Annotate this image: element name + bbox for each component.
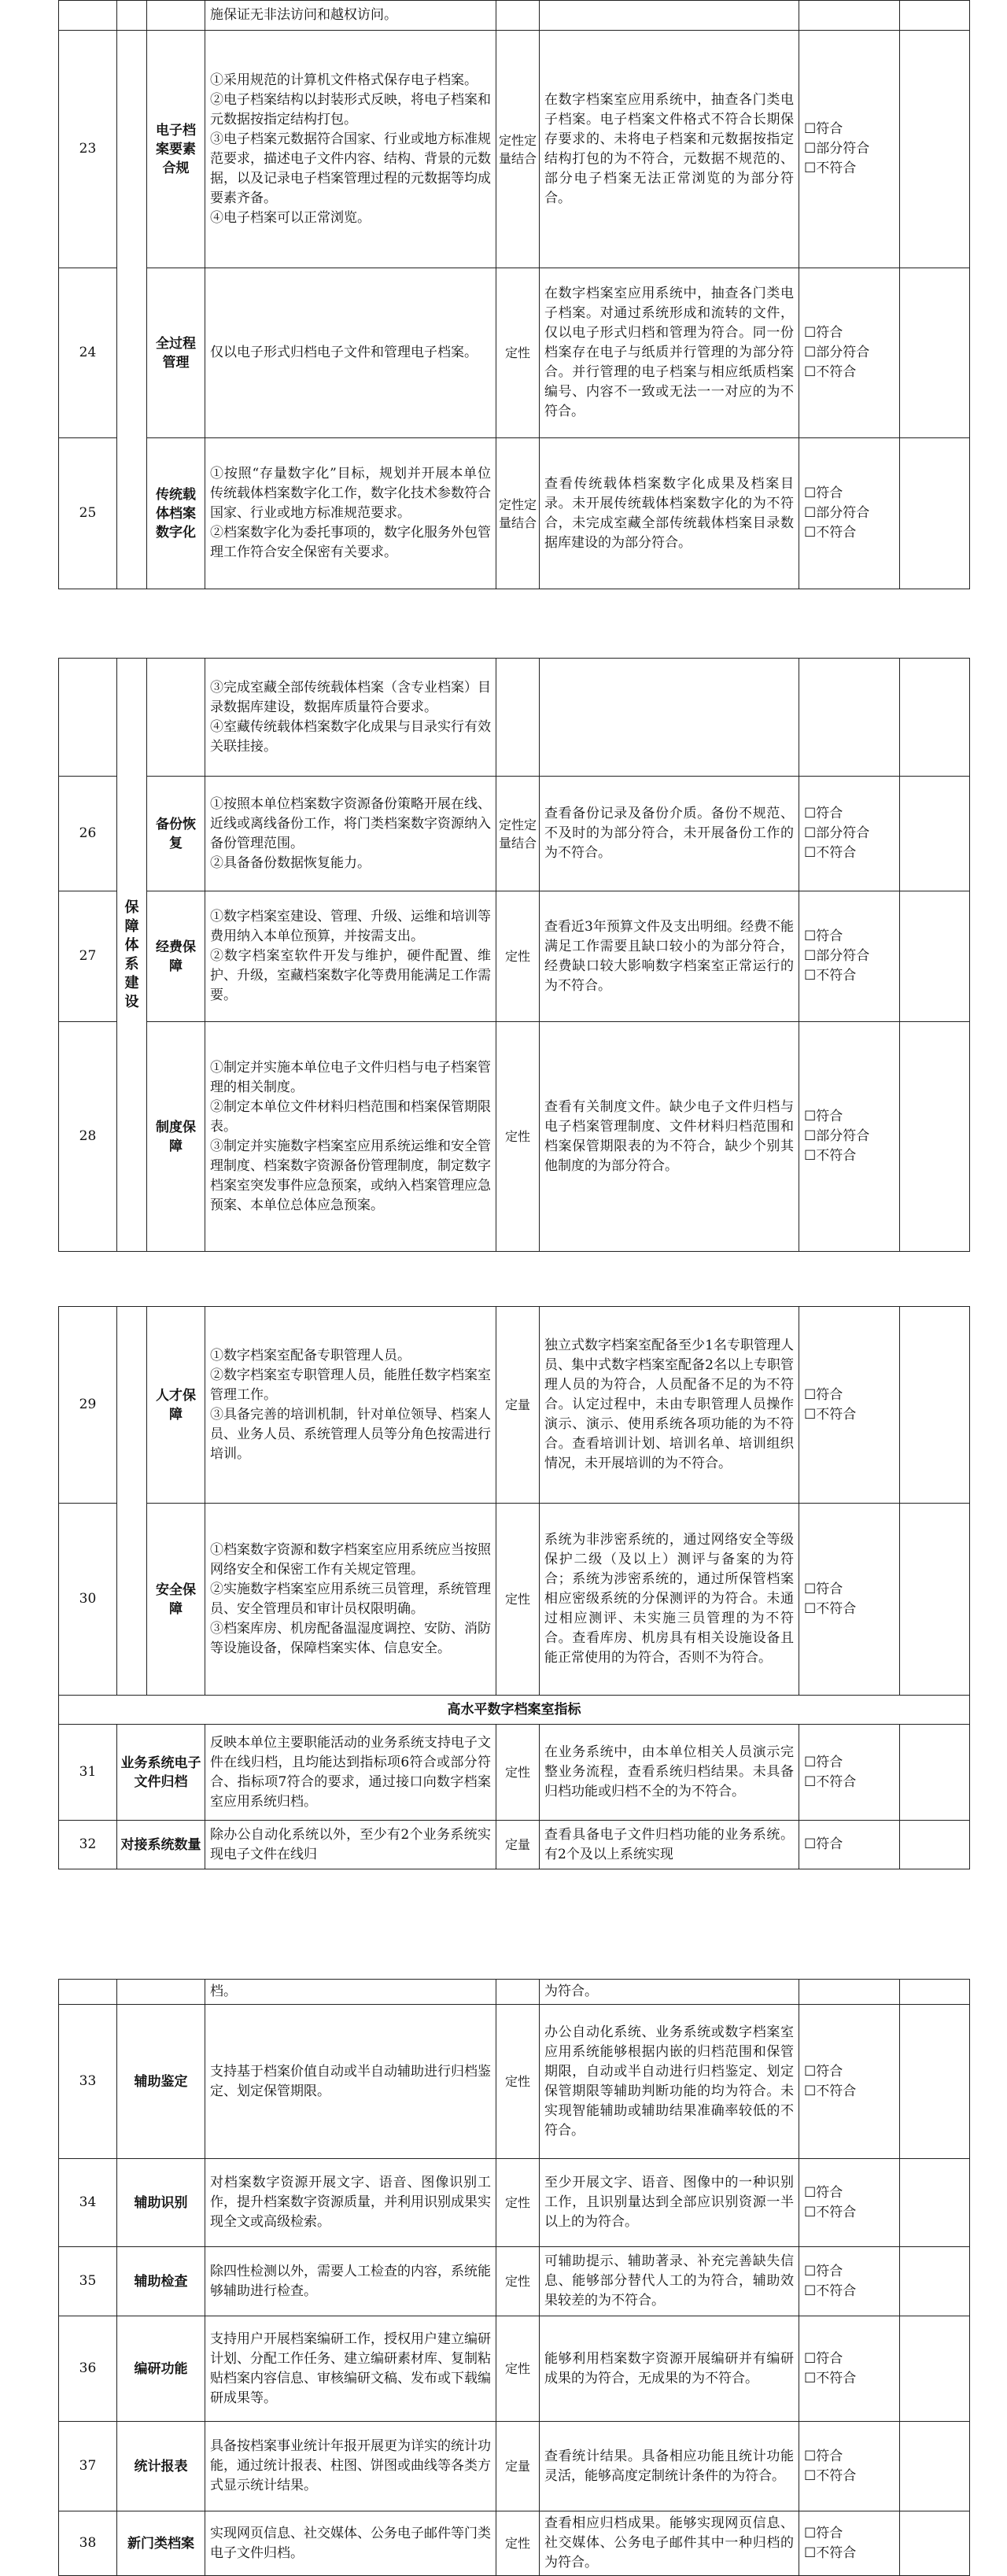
row-number: 36 [59,2316,117,2422]
evaluation-type: 定性 [496,2247,540,2316]
remarks [900,777,970,891]
checkbox-option[interactable]: ☐符合 [804,1386,843,1403]
result-options[interactable] [799,31,900,268]
row-number: 24 [59,268,117,438]
evaluation-method: 查看具备电子文件归档功能的业务系统。有2个及以上系统实现 [540,1821,799,1869]
result-options[interactable] [799,2316,900,2422]
remarks [900,1725,970,1821]
result-options[interactable] [799,2005,900,2159]
evaluation-type: 定量 [496,1307,540,1504]
evaluation-method: 查看备份记录及备份介质。备份不规范、不及时的为部分符合，未开展备份工作的为不符合。 [540,777,799,891]
evaluation-type: 定性 [496,1022,540,1252]
remarks [900,2422,970,2511]
evaluation-type: 定性 [496,891,540,1022]
item-name: 辅助识别 [117,2159,205,2247]
checkbox-option[interactable]: ☐不符合 [804,1406,857,1423]
requirement: 除办公自动化系统以外，至少有2个业务系统实现电子文件在线归 [205,1821,496,1869]
row-number: 34 [59,2159,117,2247]
result-options[interactable] [799,2247,900,2316]
requirement: ①按照“存量数字化”目标，规划并开展本单位传统载体档案数字化工作，数字化技术参数符合国家、行业或地方标准规范要求。 ②档案数字化为委托事项的，数字化服务外包管理工作符合安全保密有关要求。 [205,438,496,589]
table-row [59,1504,970,1696]
checkbox-option[interactable]: ☐不符合 [804,1600,857,1617]
checkbox-option[interactable]: ☐部分符合 [804,141,870,157]
row-number: 29 [59,1307,117,1504]
evaluation-type: 定性 [496,1725,540,1821]
item-name: 辅助检查 [117,2247,205,2316]
remarks [900,1307,970,1504]
checkbox-option[interactable]: ☐不符合 [804,2467,857,2484]
table-row [59,2316,970,2422]
table-page-1 [58,0,969,589]
evaluation-type: 定量 [496,2422,540,2511]
row-number: 27 [59,891,117,1022]
evaluation-table [58,1306,970,1869]
table-page-2 [58,658,969,1252]
table-row [59,1022,970,1252]
evaluation-method: 能够利用档案数字资源开展编研并有编研成果的为符合，无成果的为不符合。 [540,2316,799,2422]
remarks [900,1504,970,1696]
table-row [59,891,970,1022]
table-row [59,31,970,268]
checkbox-option[interactable]: ☐符合 [804,806,843,821]
checkbox-option[interactable]: ☐部分符合 [804,345,870,360]
evaluation-method: 系统为非涉密系统的，通过网络安全等级保护二级（及以上）测评与备案的为符合；系统为涉密系统的，通过所保管档案相应密级系统的分保测评的为符合。未通过相应测评、未实施三员管理的为不符合。查看库房、机房具有相关设施设备且能正常使用的为符合，否则不为符合。 [540,1504,799,1696]
checkbox-option[interactable]: ☐部分符合 [804,1128,870,1144]
item-name: 传统载体档案数字化 [147,438,205,589]
checkbox-option[interactable]: ☐符合 [804,1581,843,1597]
requirement: 实现网页信息、社交媒体、公务电子邮件等门类电子文件归档。 [205,2511,496,2576]
requirement: 支持用户开展档案编研工作，授权用户建立编研计划、分配工作任务、建立编研素材库、复制粘贴档案内容信息、审核编研文稿、发布或下载编研成果等。 [205,2316,496,2422]
remarks [900,2005,970,2159]
item-name: 人才保障 [147,1307,205,1504]
table-row [59,2422,970,2511]
checkbox-option[interactable]: ☐不符合 [804,161,857,176]
item-name: 统计报表 [117,2422,205,2511]
evaluation-method: 查看传统载体档案数字化成果及档案目录。未开展传统载体档案数字化的为不符合，未完成室藏全部传统载体档案目录数据库建设的为部分符合。 [540,438,799,589]
item-name: 对接系统数量 [117,1821,205,1869]
item-name: 业务系统电子文件归档 [117,1725,205,1821]
requirement: ①按照本单位档案数字资源备份策略开展在线、近线或离线备份工作，将门类档案数字资源纳入备份管理范围。 ②具备备份数据恢复能力。 [205,777,496,891]
row-number: 28 [59,1022,117,1252]
checkbox-option[interactable]: ☐符合 [804,2263,843,2279]
table-row [59,2247,970,2316]
row-number: 25 [59,438,117,589]
checkbox-option[interactable]: ☐不符合 [804,525,857,541]
item-name: 制度保障 [147,1022,205,1252]
checkbox-option[interactable]: ☐符合 [804,928,843,944]
checkbox-option[interactable]: ☐不符合 [804,364,857,380]
table-row [59,1980,970,2005]
row-number: 23 [59,31,117,268]
result-options[interactable] [799,438,900,589]
remarks [900,2247,970,2316]
evaluation-method: 在数字档案室应用系统中，抽查各门类电子档案。对通过系统形成和流转的文件，仅以电子形式归档和管理为符合。同一份档案存在电子与纸质并行管理的为部分符合。并行管理的电子档案与相应纸质档案编号、内容不一致或无法一一对应的为不符合。 [540,268,799,438]
requirement: 仅以电子形式归档电子文件和管理电子档案。 [205,268,496,438]
evaluation-type: 定性 [496,268,540,438]
evaluation-method: 查看近3年预算文件及支出明细。经费不能满足工作需要且缺口较小的为部分符合，经费缺口较大影响数字档案室正常运行的为不符合。 [540,891,799,1022]
section-header-row [59,1696,970,1725]
checkbox-option[interactable]: ☐不符合 [804,2204,857,2220]
evaluation-method: 在数字档案室应用系统中，抽查各门类电子档案。电子档案文件格式不符合长期保存要求的、未将电子档案和元数据按指定结构打包的为不符合，元数据不规范的、部分电子档案无法正常浏览的为部分符合。 [540,31,799,268]
evaluation-method: 独立式数字档案室配备至少1名专职管理人员、集中式数字档案室配备2名以上专职管理人员的为符合，人员配备不足的为不符合。认定过程中，未由专职管理人员操作演示、演示、使用系统各项功能的为不符合。查看培训计划、培训名单、培训组织情况，未开展培训的为不符合。 [540,1307,799,1504]
checkbox-option[interactable]: ☐不符合 [804,845,857,861]
table-row [59,1821,970,1869]
item-name: 经费保障 [147,891,205,1022]
item-name: 新门类档案 [117,2511,205,2576]
result-options[interactable] [799,1022,900,1252]
table-row [59,438,970,589]
item-name: 电子档案要素合规 [147,31,205,268]
row-number: 35 [59,2247,117,2316]
checkbox-option[interactable]: ☐符合 [804,1109,843,1124]
checkbox-option[interactable]: ☐符合 [804,2350,843,2367]
checkbox-option[interactable]: ☐符合 [804,1754,843,1770]
result-options[interactable] [799,268,900,438]
checkbox-option[interactable]: ☐符合 [804,2184,843,2201]
remarks [900,1022,970,1252]
remarks [900,2159,970,2247]
evaluation-table [58,658,970,1252]
table-row [59,1307,970,1504]
remarks [900,438,970,589]
result-options[interactable] [799,2511,900,2576]
requirement: 档。 [205,1980,496,2005]
evaluation-method: 办公自动化系统、业务系统或数字档案室应用系统能够根据内嵌的归档范围和保管期限，自动或半自动进行归档鉴定、划定保管期限等辅助判断功能的均为符合。未实现智能辅助或辅助结果准确率较低的不符合。 [540,2005,799,2159]
checkbox-option[interactable]: ☐部分符合 [804,505,870,521]
row-number: 32 [59,1821,117,1869]
table-row [59,2159,970,2247]
result-options[interactable] [799,777,900,891]
item-name: 编研功能 [117,2316,205,2422]
remarks [900,268,970,438]
group-name: 保障体系建设 [117,659,147,1252]
remarks [900,1821,970,1869]
remarks [900,2316,970,2422]
item-name: 辅助鉴定 [117,2005,205,2159]
evaluation-table [58,1979,970,2576]
evaluation-method: 为符合。 [540,1980,799,2005]
requirement: 对档案数字资源开展文字、语音、图像识别工作，提升档案数字资源质量，并利用识别成果实现全文或高级检索。 [205,2159,496,2247]
checkbox-option[interactable]: ☐部分符合 [804,825,870,841]
item-name: 全过程管理 [147,268,205,438]
checkbox-option[interactable]: ☐不符合 [804,1148,857,1164]
requirement: ①制定并实施本单位电子文件归档与电子档案管理的相关制度。 ②制定本单位文件材料归档范围和档案保管期限表。 ③制定并实施数字档案室应用系统运维和安全管理制度、档案数字资源备份管理制度，制定数字档案室突发事件应急预案，或纳入档案管理应急预案、本单位总体应急预案。 [205,1022,496,1252]
evaluation-type: 定性定量结合 [496,438,540,589]
row-number: 37 [59,2422,117,2511]
result-options[interactable] [799,2422,900,2511]
evaluation-type: 定性 [496,2316,540,2422]
evaluation-type: 定性 [496,2005,540,2159]
requirement: ①数字档案室配备专职管理人员。 ②数字档案室专职管理人员，能胜任数字档案室管理工作。 ③具备完善的培训机制，针对单位领导、档案人员、业务人员、系统管理人员等分角色按需进行培训。 [205,1307,496,1504]
checkbox-option[interactable]: ☐符合 [804,1836,843,1852]
requirement: 除四性检测以外，需要人工检查的内容，系统能够辅助进行检查。 [205,2247,496,2316]
checkbox-option[interactable]: ☐部分符合 [804,948,870,964]
item-name: 安全保障 [147,1504,205,1696]
requirement: ①采用规范的计算机文件格式保存电子档案。 ②电子档案结构以封装形式反映，将电子档案和元数据按指定结构打包。 ③电子档案元数据符合国家、行业或地方标准规范要求，描述电子文件内容、结构、背景的元数据，以及记录电子档案管理过程的元数据等均成要素齐备。 ④电子档案可以正常浏览。 [205,31,496,268]
item-name: 备份恢复 [147,777,205,891]
result-options[interactable] [799,1725,900,1821]
result-options[interactable] [799,1504,900,1696]
table-page-4 [58,1979,969,2576]
checkbox-option[interactable]: ☐符合 [804,2063,843,2080]
checkbox-option[interactable]: ☐符合 [804,121,843,137]
requirement: ①数字档案室建设、管理、升级、运维和培训等费用纳入本单位预算，并按需支出。 ②数字档案室软件开发与维护，硬件配置、维护、升级，室藏档案数字化等费用能满足工作需要。 [205,891,496,1022]
evaluation-type: 定量 [496,1821,540,1869]
result-options[interactable] [799,1307,900,1504]
table-row [59,2005,970,2159]
row-number: 31 [59,1725,117,1821]
row-number: 33 [59,2005,117,2159]
result-options[interactable] [799,2159,900,2247]
table-row [59,1725,970,1821]
evaluation-method: 查看相应归档成果。能够实现网页信息、社交媒体、公务电子邮件其中一种归档的为符合。 [540,2511,799,2576]
table-row [59,268,970,438]
requirement: 反映本单位主要职能活动的业务系统支持电子文件在线归档，且均能达到指标项6符合或部分符合、指标项7符合的要求，通过接口向数字档案室应用系统归档。 [205,1725,496,1821]
evaluation-type: 定性定量结合 [496,31,540,268]
checkbox-option[interactable]: ☐符合 [804,325,843,341]
section-title: 高水平数字档案室指标 [59,1696,970,1725]
table-page-3 [58,1306,969,1869]
requirement: 支持基于档案价值自动或半自动辅助进行归档鉴定、划定保管期限。 [205,2005,496,2159]
requirement: 施保证无非法访问和越权访问。 [205,1,496,31]
row-number: 38 [59,2511,117,2576]
remarks [900,2511,970,2576]
checkbox-option[interactable]: ☐符合 [804,2525,843,2541]
requirement: 具备按档案事业统计年报开展更为详实的统计功能，通过统计报表、柱图、饼图或曲线等各类方式显示统计结果。 [205,2422,496,2511]
requirement: ①档案数字资源和数字档案室应用系统应当按照网络安全和保密工作有关规定管理。 ②实施数字档案室应用系统三员管理，系统管理员、安全管理员和审计员权限明确。 ③档案库房、机房配备温湿度调控、安防、消防等设施设备，保障档案实体、信息安全。 [205,1504,496,1696]
row-number: 30 [59,1504,117,1696]
remarks [900,891,970,1022]
table-row [59,659,970,777]
evaluation-type: 定性 [496,1504,540,1696]
evaluation-method: 查看统计结果。具备相应功能且统计功能灵活，能够高度定制统计条件的为符合。 [540,2422,799,2511]
requirement: ③完成室藏全部传统载体档案（含专业档案）目录数据库建设，数据库质量符合要求。 ④室藏传统载体档案数字化成果与目录实行有效关联挂接。 [205,659,496,777]
evaluation-type: 定性定量结合 [496,777,540,891]
remarks [900,31,970,268]
evaluation-method: 在业务系统中，由本单位相关人员演示完整业务流程，查看系统归档结果。未具备归档功能或归档不全的为不符合。 [540,1725,799,1821]
evaluation-type: 定性 [496,2159,540,2247]
checkbox-option[interactable]: ☐不符合 [804,2283,857,2299]
evaluation-method: 可辅助提示、辅助著录、补充完善缺失信息、能够部分替代人工的为符合，辅助效果较差的为不符合。 [540,2247,799,2316]
checkbox-option[interactable]: ☐符合 [804,2448,843,2464]
checkbox-option[interactable]: ☐不符合 [804,2370,857,2386]
table-row [59,2511,970,2576]
checkbox-option[interactable]: ☐不符合 [804,968,857,984]
checkbox-option[interactable]: ☐不符合 [804,1773,857,1790]
table-row [59,1,970,31]
checkbox-option[interactable]: ☐符合 [804,485,843,501]
result-options[interactable] [799,891,900,1022]
result-options[interactable] [799,1821,900,1869]
checkbox-option[interactable]: ☐不符合 [804,2083,857,2099]
evaluation-method: 查看有关制度文件。缺少电子文件归档与电子档案管理制度、文件材料归档范围和档案保管期限表的为不符合，缺少个别其他制度的为部分符合。 [540,1022,799,1252]
row-number: 26 [59,777,117,891]
evaluation-table [58,0,970,589]
evaluation-type: 定性 [496,2511,540,2576]
checkbox-option[interactable]: ☐不符合 [804,2545,857,2561]
evaluation-method: 至少开展文字、语音、图像中的一种识别工作，且识别量达到全部应识别资源一半以上的为符合。 [540,2159,799,2247]
table-row [59,777,970,891]
